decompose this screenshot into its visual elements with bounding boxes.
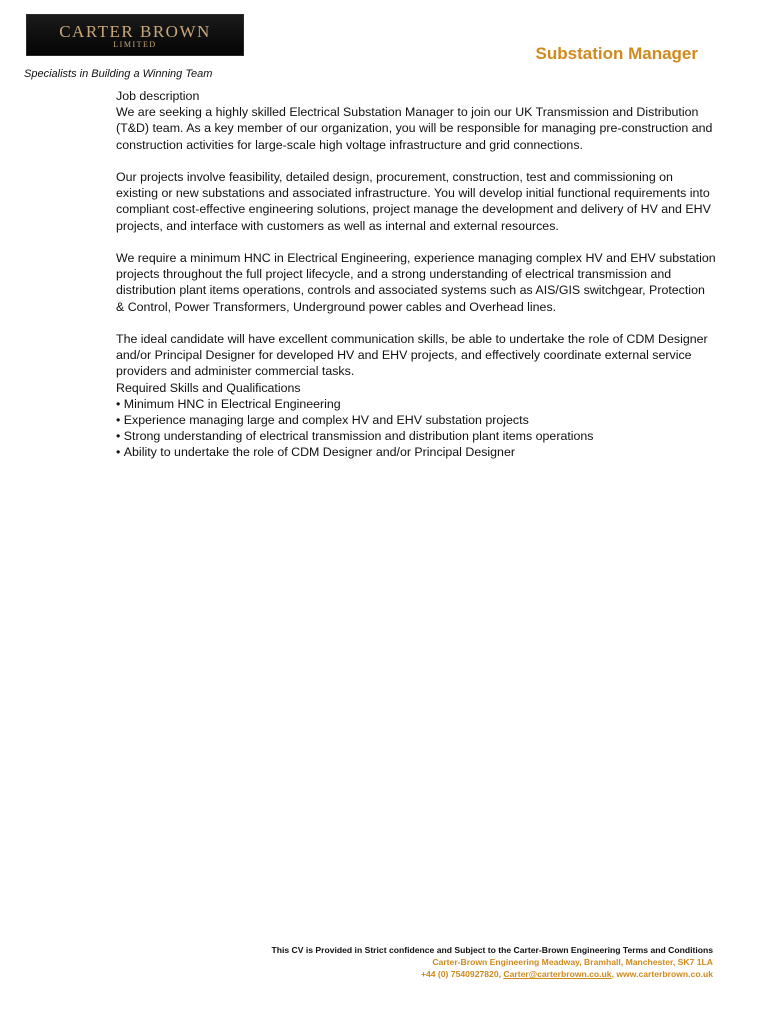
paragraph-ideal-candidate: The ideal candidate will have excellent communication skills, be able to undertake the role of CDM Designer and/or Principal Designer for developed HV and EHV projects, and effectively coordinate external service providers and administer commercial tasks. — [116, 332, 708, 379]
paragraph-requirements: We require a minimum HNC in Electrical Engineering, experience managing complex HV and EHV substation projects throughout the full project lifecycle, and a strong understanding of electrical transmission and distribution plant items operations, controls and associated systems such as AIS/GIS switchgear, Protection & Control, Power Transformers, Underground power cables and Overhead lines. — [116, 251, 716, 314]
footer-separator: , — [611, 969, 617, 979]
footer-confidentiality: This CV is Provided in Strict confidence and Subject to the Carter-Brown Engineering Terms and Conditions — [271, 945, 713, 955]
logo-main-text: CARTER BROWN — [59, 22, 211, 41]
section-heading: Job description — [116, 89, 200, 103]
list-item: • Experience managing large and complex HV and EHV substation projects — [116, 412, 716, 428]
job-description-body — [116, 88, 716, 461]
skills-heading: Required Skills and Qualifications — [116, 380, 301, 395]
list-item: • Minimum HNC in Electrical Engineering — [116, 396, 716, 412]
list-item: • Ability to undertake the role of CDM Designer and/or Principal Designer — [116, 444, 716, 460]
footer-email-link[interactable]: Carter@carterbrown.co.uk — [503, 969, 612, 979]
paragraph-projects: Our projects involve feasibility, detailed design, procurement, construction, test and commissioning on existing or new substations and associated infrastructure. You will develop initial functional requirements into compliant cost-effective engineering solutions, project manage the development and delivery of HV and EHV projects, and interface with customers as well as internal and external resources. — [116, 170, 711, 233]
page-footer — [153, 944, 713, 980]
footer-phone: +44 (0) 7540927820, — [420, 969, 504, 979]
company-logo — [26, 14, 244, 56]
skills-list — [116, 396, 716, 461]
list-item: • Strong understanding of electrical transmission and distribution plant items operations — [116, 428, 716, 444]
paragraph-intro: We are seeking a highly skilled Electrical Substation Manager to join our UK Transmission and Distribution (T&D) team. As a key member of our organization, you will be responsible for managing pre-construction and construction activities for large-scale high voltage infrastructure and grid connections. — [116, 105, 713, 152]
page-title: Substation Manager — [535, 44, 698, 63]
footer-website[interactable]: www.carterbrown.co.uk — [616, 969, 713, 979]
footer-address: Carter-Brown Engineering Meadway, Bramhall, Manchester, SK7 1LA — [432, 957, 713, 967]
footer-contact — [153, 968, 713, 980]
logo-sub-text: LIMITED — [113, 40, 157, 49]
company-tagline: Specialists in Building a Winning Team — [24, 68, 213, 80]
